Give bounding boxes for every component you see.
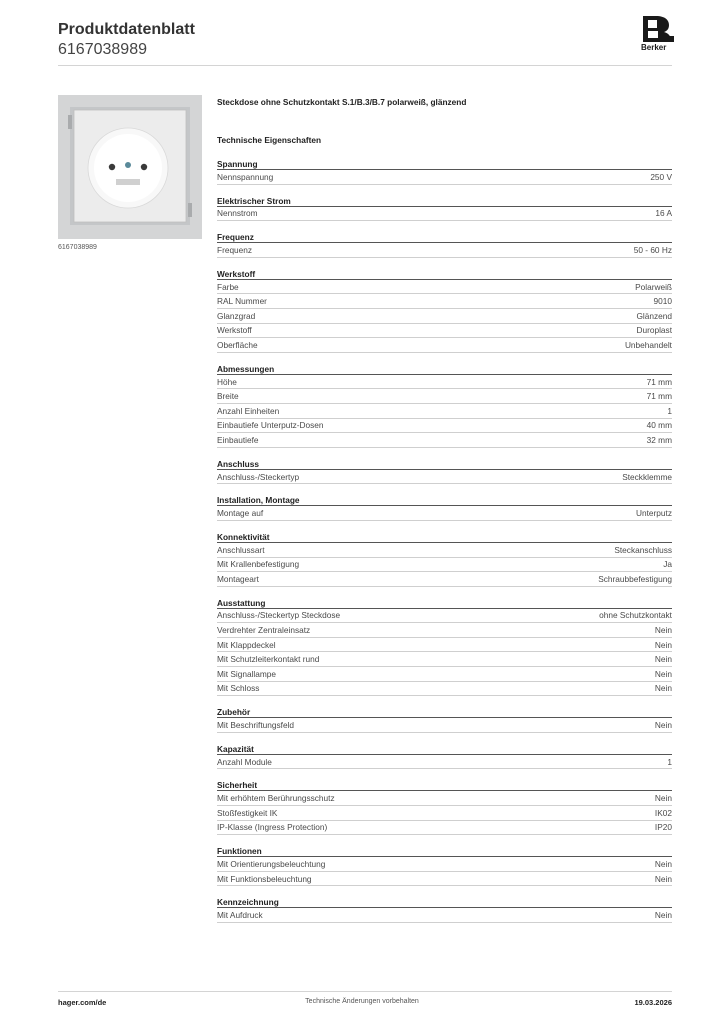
spec-row	[217, 433, 672, 448]
spec-row	[217, 857, 672, 872]
spec-row	[217, 309, 672, 324]
section-title: Zubehör	[217, 707, 672, 718]
spec-value: 1	[667, 756, 672, 767]
spec-value: Nein	[654, 639, 672, 650]
spec-label: Werkstoff	[217, 325, 252, 336]
spec-label: RAL Nummer	[217, 296, 267, 307]
header-divider	[58, 65, 672, 66]
spec-label: Einbautiefe Unterputz-Dosen	[217, 420, 324, 431]
spec-section	[217, 780, 672, 835]
section-title: Installation, Montage	[217, 495, 672, 506]
spec-value: Nein	[654, 668, 672, 679]
spec-value: Duroplast	[636, 325, 672, 336]
spec-section	[217, 598, 672, 697]
spec-label: Mit Beschriftungsfeld	[217, 720, 295, 731]
spec-value: 71 mm	[646, 376, 672, 387]
spec-value: 250 V	[650, 171, 672, 182]
document-header	[58, 20, 195, 60]
spec-label: Mit Schutzleiterkontakt rund	[217, 654, 320, 665]
spec-row	[217, 908, 672, 923]
product-number: 6167038989	[58, 41, 147, 58]
image-caption: 6167038989	[58, 244, 97, 251]
spec-label: Einbautiefe	[217, 434, 259, 445]
spec-value: Ja	[663, 559, 672, 570]
spec-row	[217, 470, 672, 485]
spec-section	[217, 707, 672, 733]
spec-label: Mit erhöhtem Berührungsschutz	[217, 793, 335, 804]
spec-label: IP-Klasse (Ingress Protection)	[217, 822, 328, 833]
section-title: Kennzeichnung	[217, 897, 672, 908]
spec-row	[217, 572, 672, 587]
spec-row	[217, 806, 672, 821]
spec-value: 71 mm	[646, 391, 672, 402]
spec-label: Anzahl Module	[217, 756, 272, 767]
section-title: Funktionen	[217, 846, 672, 857]
spec-section	[217, 364, 672, 448]
spec-label: Mit Orientierungsbeleuchtung	[217, 859, 326, 870]
spec-value: Steckanschluss	[614, 544, 672, 555]
spec-section	[217, 495, 672, 521]
section-title: Kapazität	[217, 744, 672, 755]
spec-label: Mit Krallenbefestigung	[217, 559, 300, 570]
spec-row	[217, 755, 672, 770]
spec-row	[217, 404, 672, 419]
spec-section	[217, 744, 672, 770]
document-title: Produktdatenblatt	[58, 21, 195, 38]
spec-value: 50 - 60 Hz	[633, 244, 672, 255]
section-title: Ausstattung	[217, 598, 672, 609]
spec-section	[217, 897, 672, 923]
spec-label: Stoßfestigkeit IK	[217, 807, 278, 818]
spec-row	[217, 324, 672, 339]
product-title: Steckdose ohne Schutzkontakt S.1/B.3/B.7 polarweiß, glänzend	[217, 97, 467, 107]
spec-section	[217, 269, 672, 353]
spec-row	[217, 543, 672, 558]
spec-row	[217, 609, 672, 624]
spec-value: 16 A	[655, 208, 672, 219]
spec-label: Anschlussart	[217, 544, 265, 555]
spec-value: Nein	[654, 625, 672, 636]
socket-outlet-icon	[58, 95, 202, 239]
section-title: Anschluss	[217, 459, 672, 470]
spec-label: Nennstrom	[217, 208, 258, 219]
spec-section	[217, 159, 672, 185]
spec-row	[217, 682, 672, 697]
spec-value: 32 mm	[646, 434, 672, 445]
spec-row	[217, 338, 672, 353]
spec-row	[217, 506, 672, 521]
technical-properties-heading: Technische Eigenschaften	[217, 135, 322, 145]
spec-label: Nennspannung	[217, 171, 274, 182]
spec-row	[217, 652, 672, 667]
spec-value: Nein	[654, 910, 672, 921]
section-title: Konnektivität	[217, 532, 672, 543]
spec-row	[217, 280, 672, 295]
spec-value: Nein	[654, 859, 672, 870]
spec-row	[217, 419, 672, 434]
spec-label: Montageart	[217, 573, 259, 584]
spec-value: 40 mm	[646, 420, 672, 431]
spec-value: Glänzend	[636, 310, 672, 321]
brand-name: Berker	[641, 43, 667, 52]
section-title: Spannung	[217, 159, 672, 170]
spec-label: Mit Funktionsbeleuchtung	[217, 873, 312, 884]
spec-value: ohne Schutzkontakt	[599, 610, 672, 621]
spec-label: Farbe	[217, 281, 239, 292]
section-title: Frequenz	[217, 232, 672, 243]
spec-value: 9010	[653, 296, 672, 307]
footer-website: hager.com/de	[58, 998, 107, 1007]
spec-label: Mit Aufdruck	[217, 910, 263, 921]
spec-row	[217, 558, 672, 573]
spec-value: Unterputz	[636, 508, 672, 519]
spec-row	[217, 207, 672, 222]
spec-value: 1	[667, 405, 672, 416]
spec-value: Nein	[654, 873, 672, 884]
footer-divider	[58, 991, 672, 992]
spec-label: Breite	[217, 391, 239, 402]
spec-section	[217, 196, 672, 222]
spec-label: Montage auf	[217, 508, 264, 519]
spec-row	[217, 389, 672, 404]
spec-value: Polarweiß	[635, 281, 672, 292]
spec-value: Unbehandelt	[624, 339, 672, 350]
spec-label: Mit Schloss	[217, 683, 260, 694]
spec-label: Anschluss-/Steckertyp Steckdose	[217, 610, 341, 621]
spec-label: Mit Signallampe	[217, 668, 277, 679]
spec-section	[217, 232, 672, 258]
spec-label: Frequenz	[217, 244, 253, 255]
section-title: Elektrischer Strom	[217, 196, 672, 207]
spec-value: Nein	[654, 720, 672, 731]
spec-value: Steckklemme	[622, 471, 672, 482]
spec-row	[217, 718, 672, 733]
product-specifications	[217, 96, 672, 923]
spec-section	[217, 846, 672, 886]
spec-value: Nein	[654, 654, 672, 665]
spec-value: Schraubbefestigung	[598, 573, 672, 584]
spec-row	[217, 623, 672, 638]
spec-row	[217, 243, 672, 258]
spec-value: IP20	[654, 822, 672, 833]
spec-value: Nein	[654, 683, 672, 694]
spec-row	[217, 638, 672, 653]
footer-disclaimer: Technische Änderungen vorbehalten	[305, 998, 419, 1005]
spec-row	[217, 294, 672, 309]
spec-value: Nein	[654, 793, 672, 804]
footer-date: 19.03.2026	[634, 998, 672, 1007]
spec-row	[217, 170, 672, 185]
spec-label: Anzahl Einheiten	[217, 405, 280, 416]
spec-label: Oberfläche	[217, 339, 258, 350]
spec-section	[217, 532, 672, 587]
spec-row	[217, 821, 672, 836]
spec-label: Mit Klappdeckel	[217, 639, 276, 650]
specification-sections	[217, 159, 672, 923]
section-title: Abmessungen	[217, 364, 672, 375]
product-image	[58, 95, 202, 239]
spec-value: IK02	[654, 807, 672, 818]
section-title: Werkstoff	[217, 269, 672, 280]
spec-row	[217, 791, 672, 806]
spec-label: Verdrehter Zentraleinsatz	[217, 625, 311, 636]
spec-row	[217, 872, 672, 887]
spec-label: Anschluss-/Steckertyp	[217, 471, 300, 482]
spec-section	[217, 459, 672, 485]
spec-row	[217, 667, 672, 682]
section-title: Sicherheit	[217, 780, 672, 791]
spec-label: Glanzgrad	[217, 310, 256, 321]
spec-row	[217, 375, 672, 390]
spec-label: Höhe	[217, 376, 237, 387]
